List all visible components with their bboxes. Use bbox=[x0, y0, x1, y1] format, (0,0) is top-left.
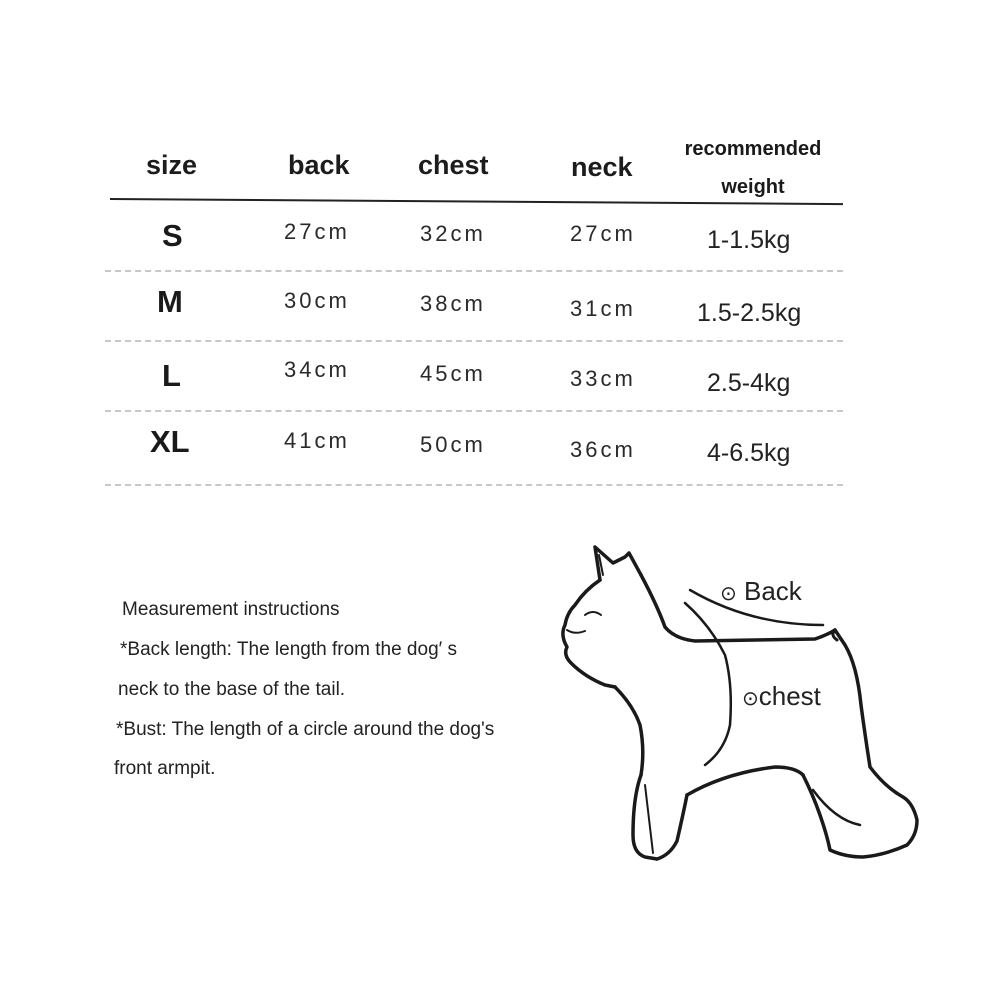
row-divider bbox=[105, 340, 843, 342]
chest-measurement-label bbox=[742, 681, 821, 712]
neck-cell: 31cm bbox=[570, 296, 636, 321]
back-cell: 34cm bbox=[284, 357, 350, 382]
back-measurement-label bbox=[720, 576, 802, 607]
neck-cell: 33cm bbox=[570, 366, 636, 391]
marker-icon: ⊙ bbox=[720, 583, 737, 605]
instructions-back-line: *Back length: The length from the dog′ s bbox=[120, 639, 457, 660]
header-weight bbox=[658, 130, 848, 206]
instructions-bust-line-2: front armpit. bbox=[114, 758, 216, 779]
header-weight-line2: weight bbox=[721, 176, 785, 198]
size-cell: M bbox=[157, 284, 183, 319]
row-divider bbox=[105, 410, 843, 412]
header-neck: neck bbox=[571, 152, 633, 182]
header-back: back bbox=[288, 150, 350, 180]
marker-icon: ⊙ bbox=[742, 688, 759, 710]
weight-cell: 1.5-2.5kg bbox=[697, 299, 802, 327]
instructions-title: Measurement instructions bbox=[122, 599, 340, 620]
row-divider bbox=[105, 270, 843, 272]
back-cell: 30cm bbox=[284, 288, 350, 313]
back-cell: 41cm bbox=[284, 428, 350, 453]
size-cell: XL bbox=[150, 424, 190, 459]
size-cell: L bbox=[162, 358, 181, 393]
chest-cell: 32cm bbox=[420, 221, 486, 246]
chest-cell: 50cm bbox=[420, 432, 486, 457]
instructions-back-line-2: neck to the base of the tail. bbox=[118, 679, 346, 700]
header-weight-line1: recommended bbox=[684, 138, 822, 160]
header-chest: chest bbox=[418, 150, 489, 180]
back-cell: 27cm bbox=[284, 219, 350, 244]
weight-cell: 2.5-4kg bbox=[707, 369, 791, 397]
neck-cell: 36cm bbox=[570, 437, 636, 462]
size-cell: S bbox=[162, 218, 183, 253]
chest-label-text: chest bbox=[758, 681, 821, 711]
header-size: size bbox=[146, 150, 198, 180]
row-divider bbox=[105, 484, 843, 486]
instructions-bust-line: *Bust: The length of a circle around the dog's bbox=[116, 719, 495, 740]
back-label-text: Back bbox=[744, 576, 802, 606]
weight-cell: 4-6.5kg bbox=[707, 439, 791, 467]
chest-cell: 45cm bbox=[420, 361, 486, 386]
weight-cell: 1-1.5kg bbox=[707, 226, 791, 254]
chest-cell: 38cm bbox=[420, 291, 486, 316]
neck-cell: 27cm bbox=[570, 221, 636, 246]
